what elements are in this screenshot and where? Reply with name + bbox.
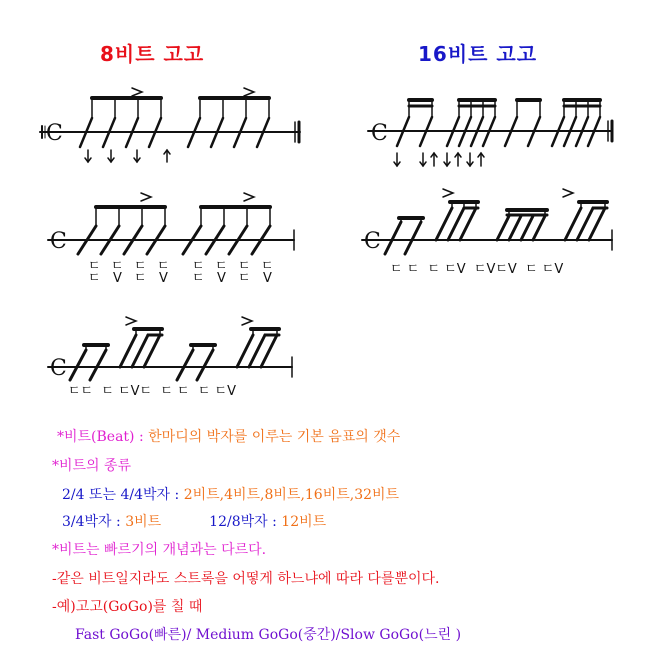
svg-text:V: V [217, 271, 226, 286]
text-line-beat-vs-tempo: *비트는 빠르기의 개념과는 다르다. [52, 542, 267, 558]
time-signature-c: C [364, 229, 381, 254]
text-line-gogo-speeds: Fast GoGo(빠른)/ Medium GoGo(중간)/Slow GoGo(느린 ) [75, 627, 462, 643]
stroke-symbols-8beat-mixed: ㄷㄷ ㄷ ㄷVㄷ ㄷ ㄷ ㄷ ㄷV [68, 384, 236, 399]
title-8beat-gogo: 8비트 고고 [100, 42, 205, 66]
stroke-symbols-8beat [88, 259, 274, 286]
svg-text:ㄷ: ㄷ [88, 259, 101, 274]
svg-text:V: V [159, 271, 168, 286]
svg-text:ㄷ: ㄷ [261, 259, 274, 274]
stroke-symbols-16beat: ㄷ ㄷ ㄷ ㄷV ㄷVㄷV ㄷ ㄷV [390, 262, 564, 277]
svg-text:ㄷ: ㄷ [134, 259, 147, 274]
time-signature-c: C [46, 121, 63, 146]
svg-text:ㄷ: ㄷ [134, 271, 147, 286]
text-line-beat-definition: *비트(Beat) : 한마디의 박자를 이루는 기본 음표의 갯수 [57, 429, 401, 445]
pattern-8beat-mixed [48, 317, 292, 380]
svg-text:V: V [113, 271, 122, 286]
svg-text:ㄷ: ㄷ [88, 271, 101, 286]
pattern-8beat-straight [40, 88, 300, 162]
time-signature-c: C [50, 229, 67, 254]
pattern-8beat-alternate [48, 193, 294, 254]
svg-text:ㄷ: ㄷ [157, 259, 170, 274]
text-line-triple-compound: 3/4박자 : 3비트 12/8박자 : 12비트 [62, 514, 327, 530]
svg-text:ㄷ: ㄷ [215, 259, 228, 274]
svg-text:ㄷ: ㄷ [192, 259, 205, 274]
text-line-stroke-difference: -같은 비트일지라도 스트록을 어떻게 하느냐에 따라 다를뿐이다. [52, 571, 440, 587]
title-16beat-gogo: 16비트 고고 [418, 42, 538, 66]
text-line-gogo-example: -예)고고(GoGo)를 칠 때 [52, 599, 203, 615]
pattern-16beat-straight [368, 100, 612, 166]
pattern-16beat-mixed [362, 189, 612, 254]
svg-text:ㄷ: ㄷ [192, 271, 205, 286]
time-signature-c: C [50, 356, 67, 381]
svg-text:V: V [263, 271, 272, 286]
text-line-beat-types: *비트의 종류 [52, 458, 132, 474]
svg-text:ㄷ: ㄷ [111, 259, 124, 274]
svg-text:ㄷ: ㄷ [238, 259, 251, 274]
svg-text:ㄷ: ㄷ [238, 271, 251, 286]
text-line-duple-quadruple: 2/4 또는 4/4박자 : 2비트,4비트,8비트,16비트,32비트 [62, 487, 400, 503]
time-signature-c: C [371, 121, 388, 146]
